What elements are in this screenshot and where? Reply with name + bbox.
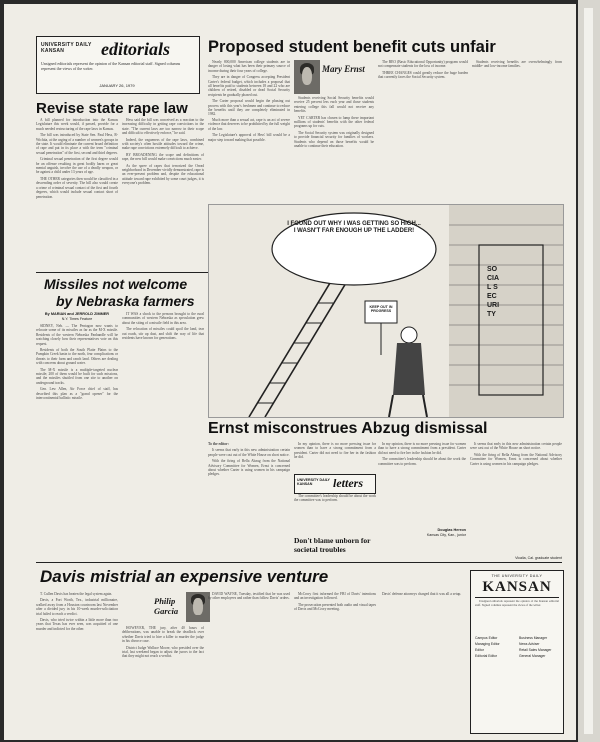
paragraph: The bill was introduced by State Sen. Paul Hess, R-Wichita, at the urging of a number of women's groups in the state. It would eliminate the current broad definition of rape and put in its place a with the term "criminal sexual penetration" of the first, second and third degrees. bbox=[36, 133, 118, 155]
paragraph: IT WAS a shock to the persons brought to the rural communities of western Nebraska as speculation grew about the siting of a missile field in this area. bbox=[122, 312, 204, 325]
davis-column-5 bbox=[378, 592, 466, 732]
abzug-column-1 bbox=[208, 442, 290, 562]
paragraph: HOWEVER, THE jury, after 40 hours of deliberations, was unable to break the deadlock over whether Davis tried to hire a killer to murder the judge in his divorce case. bbox=[122, 626, 204, 644]
cartoon-sign: KEEP OUT IN PROGRESS bbox=[369, 305, 393, 314]
editorial-policy: Unsigned editorials represent the opinion of the Kansan editorial staff. Signed columns represent the views of the writer. bbox=[41, 61, 181, 71]
staff-paper-name: KANSAN bbox=[482, 579, 552, 595]
benefits-headline: Proposed student benefit cuts unfair bbox=[208, 38, 496, 56]
paragraph: SIDNEY, Neb. — The Pentagon now wants to relocate some of its missiles as far as the M-X missile. Residents of the western Nebraska Panhandle will be watching closely how their representatives vote on this request. bbox=[36, 324, 118, 346]
paragraph: THE OTHER categories then would be classified in a descending order of severity. The bill also would create a crime of criminal sexual contact of the first and fourth degrees, which would include sexual contact short of penetration. bbox=[36, 176, 118, 199]
letters-masthead bbox=[294, 474, 376, 494]
paragraph: Students receiving benefits are overwhelmingly from middle- and low-income families. bbox=[472, 60, 562, 69]
paragraph: In my opinion, there is no more pressing issue for women than to have a strong commitment from a president. Carter did not need to fire her in the fashion he did. bbox=[294, 442, 376, 460]
davis-column-3 bbox=[208, 592, 290, 732]
divider bbox=[36, 562, 562, 563]
newspaper-page bbox=[4, 4, 576, 740]
letters-section-title: letters bbox=[333, 476, 363, 490]
paragraph: It seems that early in this new administration certain people were cast out of the White House on short notice. bbox=[208, 448, 290, 457]
missiles-byline: By MARIAN and JERROLD ZIMMER bbox=[44, 312, 110, 316]
letter-salutation: To the editor: bbox=[208, 442, 229, 446]
letters-paper-name: UNIVERSITY DAILY KANSAN bbox=[297, 478, 330, 487]
staff-role: Retail Sales Manager bbox=[519, 648, 552, 652]
paragraph: The committee's leadership should be about the work the committee was to perform. bbox=[378, 457, 466, 466]
mary-ernst-photo bbox=[294, 60, 320, 94]
paragraph: Criminal sexual penetration of the first degree would be an offense resulting in great bodily harm or great mental anguish, involve the use of a deadly weapon, or be against a child under 13 years of age. bbox=[36, 157, 118, 175]
cartoon-wall-text: SOCIAL SECURITY bbox=[487, 266, 500, 318]
paragraph: Gen. Lew Allen, Air Force chief of staff, has described this plan as a "grand opener" for the intercontinental ballistic missile. bbox=[36, 387, 118, 401]
letter-signature-2: Vicalia, Cal. graduate student bbox=[515, 556, 562, 560]
paragraph: THREE CHANGES could greatly reduce the huge burden that currently faces the Social Security system. bbox=[378, 70, 468, 80]
staff-list-left bbox=[475, 635, 515, 659]
paragraph: The Social Security system was originally designed to provide financial security for families of workers. Students who depend on those benefits would be unable to continue their education. bbox=[294, 130, 374, 149]
staff-description bbox=[475, 600, 559, 630]
paragraph: Hess said the bill was conceived as a reaction to the increasing difficulty in getting rape convictions in the state. "The current laws are too narrow in their scope and difficult to effectively enforce," he said. bbox=[122, 118, 204, 136]
paragraph: The M-X missile is a multiple-targeted nuclear missile; 200 of them would be built for such missions, and the missiles shuttled from one site to another on underground tracks. bbox=[36, 367, 118, 385]
paragraph: The relocation of missiles could spoil the land, tear out roads, stir up dust, and shift the way of life that residents have known for generations. bbox=[122, 327, 204, 341]
philip-garcia-photo bbox=[186, 592, 210, 622]
divider bbox=[475, 597, 559, 598]
staff-paper-label: THE UNIVERSITY DAILY bbox=[491, 574, 543, 578]
staff-role: News Adviser bbox=[519, 642, 540, 646]
benefits-column-3 bbox=[378, 60, 468, 200]
staff-box bbox=[470, 570, 564, 734]
masthead-date: JANUARY 26, 1979 bbox=[99, 83, 135, 88]
paragraph: The BEO (Basic Educational Opportunity) program would not compensate students for the loss of income. bbox=[378, 60, 468, 69]
rape-law-column-2 bbox=[122, 118, 204, 268]
paragraph: It seems that early in this new administration certain people were cast out of the White House on short notice. bbox=[470, 442, 562, 451]
cartoon-speech-bubble: I FOUND OUT WHY I WAS GETTING SO HIGH... I WASN'T FAR ENOUGH UP THE LADDER! bbox=[287, 221, 421, 234]
missiles-headline-line-1: Missiles not welcome bbox=[44, 276, 188, 292]
masthead-section-title: editorials bbox=[101, 39, 171, 59]
paragraph: Davis, who tried twice within a little more than two years that Texas has ever seen, was acquitted of one murder and indicted for the other. bbox=[36, 618, 118, 631]
paragraph: Much more than a sexual act, rape is an act of severe violence that deserves to be prohibited by the full weight of the law. bbox=[208, 118, 290, 131]
paragraph: In my opinion, there is no more pressing issue for women than to have a strong commitment from a president. Carter did not need to fire her in the fashion he did. bbox=[378, 442, 466, 455]
unborn-headline: Don't blame unborn for societal troubles bbox=[294, 536, 371, 554]
staff-list-right bbox=[519, 635, 559, 659]
letter-signature-1: Douglas Herron bbox=[437, 528, 466, 532]
paragraph: T. Cullen Davis has beaten the legal system again. bbox=[40, 592, 113, 596]
missiles-source: N.Y. Times Feature bbox=[61, 317, 93, 321]
benefits-column-2 bbox=[294, 96, 374, 200]
missiles-headline-line-2: by Nebraska farmers bbox=[56, 293, 195, 309]
paragraph: Davis, a Fort Worth, Tex., industrial millionaire, walked away from a Houston courtroom last November after a divided jury in his 10-week murder-solicitation trial failed to reach a verdict. bbox=[36, 598, 118, 616]
benefits-column-4 bbox=[472, 60, 562, 200]
rape-law-headline: Revise state rape law bbox=[36, 100, 188, 117]
paragraph: With the firing of Bella Abzug from the National Advisory Committee for Women, Ernst is concerned about whether Carter is using women in his campaign pledges. bbox=[208, 459, 290, 477]
paragraph: Unsigned editorials represent the opinion of the Kansan editorial staff. Signed columns represent the views of the writer. bbox=[475, 600, 559, 607]
paragraph: The committee's leadership should be about the work the committee was to perform. bbox=[294, 494, 376, 503]
davis-column-4 bbox=[294, 592, 376, 732]
paragraph: McCrory first informed the FBI of Davis' intentions and an investigation followed. bbox=[294, 592, 376, 601]
paragraph: They are in danger of Congress accepting President Carter's federal budget, which includes a proposal that all benefits paid to students between 18 and 22 who are children of retired, disabled or dead Social Security recipients be gradually phased out. bbox=[208, 75, 290, 97]
editorial-cartoon bbox=[208, 204, 564, 418]
masthead-paper-name: UNIVERSITY DAILY KANSAN bbox=[41, 42, 92, 54]
abzug-headline: Ernst misconstrues Abzug dismissal bbox=[208, 420, 488, 437]
paragraph: Davis' defense attorneys charged that it was all a setup. bbox=[382, 592, 462, 596]
missiles-column-2 bbox=[122, 312, 204, 556]
paragraph: District Judge Wallace Moore, who presided over the trial, last weekend began to adjust the jurors to the fact that they might not reach a verdict. bbox=[122, 645, 204, 659]
staff-role: Business Manager bbox=[519, 636, 548, 640]
paragraph: Residents of both the South Platte Plains to the Pumpkin Creek basin to the north, fear complications or threats to their farm and ranch land. Others are dealing with concerns about ground water. bbox=[36, 348, 118, 366]
paragraph: DAVID WAYNE, Tuesday, testified that he was used by other employees and rather than follow Davis' orders. bbox=[208, 592, 290, 601]
abzug-column-2 bbox=[294, 442, 376, 472]
davis-column-2 bbox=[122, 626, 204, 732]
paragraph: Students receiving Social Security benefits would receive 25 percent less each year and those students entering college this fall would not receive any benefits. bbox=[294, 96, 374, 114]
missiles-column-1 bbox=[36, 324, 118, 556]
benefits-column-1 bbox=[208, 60, 290, 200]
benefits-columnist-name: Mary Ernst bbox=[322, 64, 365, 74]
editorial-masthead bbox=[36, 36, 200, 94]
paragraph: As the spree of rapes that terrorized the Oread neighborhood in December vividly demonstrated, rape is an ever-present problem and, despite the educational attitude toward rape exhibited by some court judges, it is everyone's problem. bbox=[122, 163, 204, 186]
davis-column-1 bbox=[36, 592, 118, 732]
paragraph: The prosecution presented both audio and visual tapes of Davis and McCrory meeting. bbox=[294, 602, 376, 612]
abzug-column-4 bbox=[470, 442, 562, 556]
paragraph: The Carter proposal would begin the phasing out process with this year's freshmen and continue to reduce the benefits until they are completely eliminated in 1982. bbox=[208, 99, 290, 117]
davis-headline: Davis mistrial an expensive venture bbox=[40, 567, 329, 586]
paragraph: YET CARTER has chosen to lump these important millions of students' benefits with the other federal programs up for cuts. bbox=[294, 115, 374, 129]
staff-role: Editor bbox=[475, 648, 484, 652]
rape-law-column-1 bbox=[36, 118, 118, 268]
paragraph: The Legislature's approval of Hess' bill would be a major step toward making that possible. bbox=[208, 133, 290, 142]
letter-signature-1-town: Kansas City, Kan., junior bbox=[426, 533, 466, 537]
abzug-column-2b bbox=[294, 494, 376, 534]
staff-role: Campus Editor bbox=[475, 636, 498, 640]
staff-role: Editorial Editor bbox=[475, 654, 498, 658]
paragraph: Indeed, the vagueness of the rape laws, combined with society's often hostile attitudes toward the crime, make rape convictions extremely difficult to achieve. bbox=[122, 137, 204, 151]
paragraph: With the firing of Bella Abzug from the National Advisory Committee for Women, Ernst is concerned about whether Carter is using women in his campaign pledges. bbox=[470, 452, 562, 466]
abzug-column-3 bbox=[378, 442, 466, 526]
davis-columnist-name: Philip Garcia bbox=[154, 596, 179, 616]
staff-role: General Manager bbox=[519, 654, 546, 658]
paragraph: Nearly 800,000 American college students are in danger of losing what has been their primary source of income during their four years of college. bbox=[208, 60, 290, 73]
paragraph: A bill planned for introduction into the Kansas Legislature this week would, if passed, provide for a much needed restructuring of the rape laws in Kansas. bbox=[36, 118, 118, 131]
staff-role: Managing Editor bbox=[475, 642, 500, 646]
next-page-edge bbox=[578, 0, 600, 742]
paragraph: BY BROADENING the scope and definitions of rape, the new bill would make convictions much easier. bbox=[122, 152, 204, 162]
